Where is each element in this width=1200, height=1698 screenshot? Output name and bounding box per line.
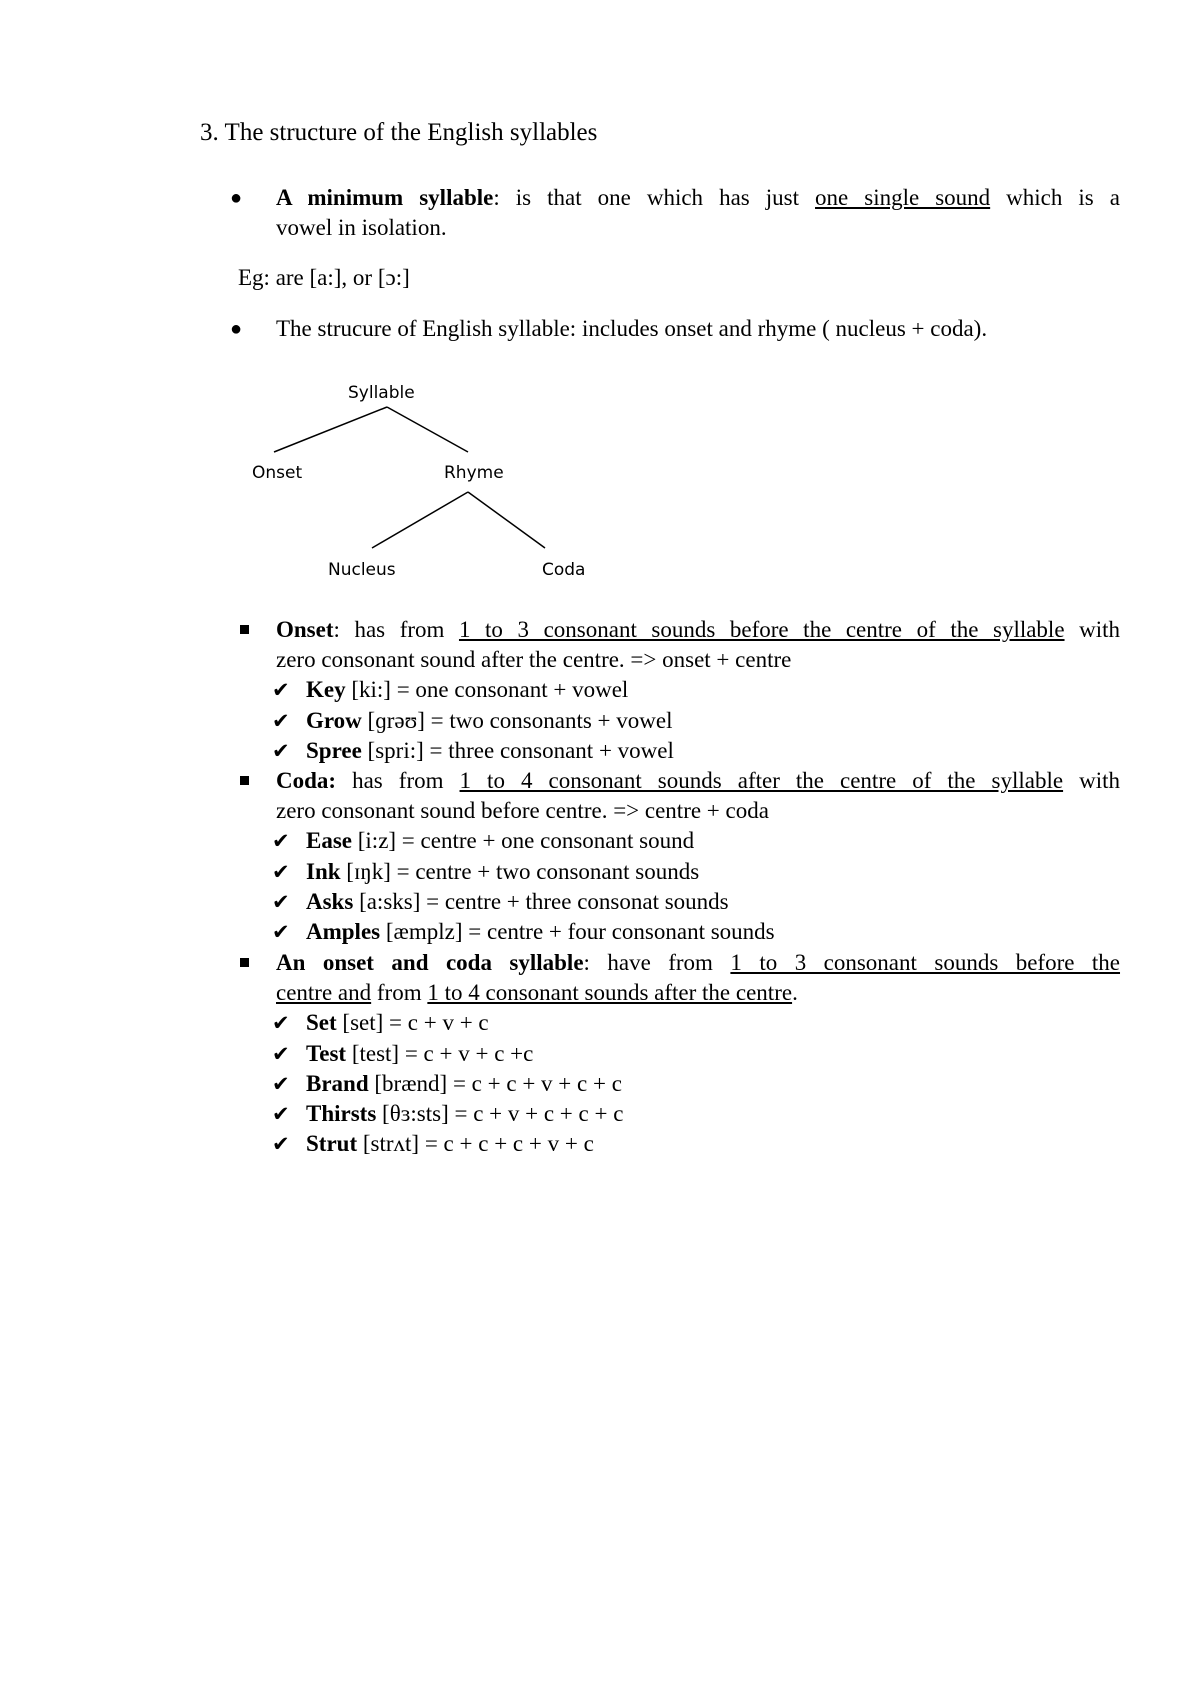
example-text: [ɡrəʊ] = two consonants + vowel: [361, 707, 673, 733]
underlined-phrase: 1 to 4 consonant sounds after the centre of the syllable: [459, 768, 1064, 793]
example-item: [272, 887, 1120, 917]
example-line: Eg: are [a:], or [ɔ:]: [238, 265, 410, 290]
check-icon: ✔: [272, 1132, 290, 1157]
example-word: Grow: [306, 707, 362, 733]
underlined-phrase: 1 to 3 consonant sounds before the: [730, 950, 1121, 975]
bullet-structure: [230, 314, 1120, 344]
term-coda: Coda:: [276, 768, 337, 793]
example-item: [272, 1129, 1120, 1159]
onset-coda-section: [238, 948, 1120, 1159]
term-onset: Onset: [276, 617, 334, 642]
text-span: : has from: [333, 617, 459, 642]
example-item: [272, 706, 1120, 736]
text-span: with: [1063, 768, 1120, 793]
example-word: Thirsts: [306, 1101, 377, 1127]
square-bullet-icon: [240, 958, 249, 967]
check-icon: ✔: [272, 1041, 290, 1066]
term-onset-coda: An onset and coda syllable: [276, 950, 584, 975]
example-item: [272, 1069, 1120, 1099]
example-item: [272, 917, 1120, 947]
tree-node-rhyme: Rhyme: [444, 463, 504, 483]
check-icon: ✔: [272, 678, 290, 703]
text-span: from: [371, 980, 428, 1006]
example-word: Amples: [306, 919, 381, 945]
check-icon: ✔: [272, 708, 290, 733]
check-icon: ✔: [272, 1071, 290, 1096]
section-heading: 3. The structure of the English syllables: [200, 119, 598, 146]
example-text: [a:sks] = centre + three consonat sounds: [353, 888, 729, 914]
example-item: [272, 736, 1120, 766]
square-bullet-icon: [240, 776, 249, 785]
example-word: Set: [306, 1010, 337, 1036]
onset-line-2: zero consonant sound after the centre. => onset + centre: [276, 647, 792, 673]
example-text: [θɜ:sts] = c + v + c + c + c: [376, 1101, 624, 1127]
text-span: with: [1064, 617, 1120, 642]
tree-node-onset: Onset: [252, 463, 303, 483]
tree-node-coda: Coda: [542, 560, 586, 580]
example-item: [272, 1099, 1120, 1129]
syllable-tree-diagram: [240, 380, 620, 590]
coda-section: [238, 766, 1120, 947]
text-span: which is a: [990, 185, 1120, 210]
bullet-text: The strucure of English syllable: includes onset and rhyme ( nucleus + coda).: [276, 316, 988, 341]
example-text: [test] = c + v + c +c: [346, 1040, 534, 1066]
underlined-phrase: 1 to 3 consonant sounds before the centre of the syllable: [458, 617, 1065, 642]
example-item: [272, 857, 1120, 887]
tree-edge-syllable-rhyme: [387, 407, 468, 452]
check-icon: ✔: [272, 920, 290, 945]
onset-line-1: [276, 615, 1120, 645]
underlined-phrase: centre and: [276, 980, 372, 1006]
onset-section: [238, 615, 1120, 766]
square-bullet-icon: [240, 625, 249, 634]
bullet-minimum-syllable: [230, 183, 1120, 243]
tree-edge-syllable-onset: [274, 407, 387, 452]
example-word: Asks: [306, 888, 354, 914]
bullet-dot-icon: ●: [230, 318, 243, 340]
bullet-text: [276, 183, 1120, 243]
check-icon: ✔: [272, 889, 290, 914]
example-word: Ink: [306, 858, 341, 884]
text-span: has from: [336, 768, 460, 793]
check-icon: ✔: [272, 1011, 290, 1036]
tree-edge-rhyme-coda: [468, 492, 545, 548]
tree-node-syllable: Syllable: [348, 383, 415, 403]
example-text: [set] = c + v + c: [336, 1010, 489, 1036]
example-word: Spree: [306, 737, 362, 763]
underlined-phrase: one single sound: [815, 185, 991, 210]
tree-node-nucleus: Nucleus: [328, 560, 396, 580]
onset-examples: [272, 675, 1120, 766]
example-word: Strut: [306, 1131, 358, 1157]
check-icon: ✔: [272, 1102, 290, 1127]
coda-description: [276, 766, 1120, 826]
text-span: .: [792, 980, 798, 1006]
example-item: [272, 826, 1120, 856]
onset-coda-line-1: [276, 948, 1120, 978]
example-text: [spri:] = three consonant + vowel: [361, 737, 674, 763]
example-item: [272, 675, 1120, 705]
example-text: [ki:] = one consonant + vowel: [345, 677, 629, 703]
underlined-phrase: 1 to 4 consonant sounds after the centre: [427, 980, 793, 1006]
example-word: Ease: [306, 828, 352, 854]
onset-coda-line-2: [276, 980, 798, 1005]
example-item: [272, 1039, 1120, 1069]
example-text: [ɪŋk] = centre + two consonant sounds: [340, 858, 700, 884]
example-text: [æmplz] = centre + four consonant sounds: [380, 919, 775, 945]
check-icon: ✔: [272, 829, 290, 854]
bullet-dot-icon: ●: [230, 187, 243, 209]
term-minimum-syllable: A minimum syllable: [276, 185, 494, 210]
example-word: Brand: [306, 1070, 369, 1096]
example-text: [strʌt] = c + c + c + v + c: [357, 1131, 594, 1157]
text-span: : have from: [583, 950, 731, 975]
example-word: Test: [306, 1040, 347, 1066]
bullet-line-1: [276, 183, 1120, 213]
onset-coda-examples: [272, 1008, 1120, 1159]
coda-line-1: [276, 766, 1120, 796]
tree-edge-rhyme-nucleus: [372, 492, 468, 548]
example-word: Key: [306, 677, 346, 703]
example-text: [i:z] = centre + one consonant sound: [352, 828, 695, 854]
onset-coda-description: [276, 948, 1120, 1008]
onset-description: [276, 615, 1120, 675]
bullet-line-2: vowel in isolation.: [276, 215, 447, 240]
example-text: [brænd] = c + c + v + c + c: [368, 1070, 622, 1096]
check-icon: ✔: [272, 859, 290, 884]
text-span: : is that one which has just: [493, 185, 816, 210]
check-icon: ✔: [272, 738, 290, 763]
example-item: [272, 1008, 1120, 1038]
coda-line-2: zero consonant sound before centre. => centre + coda: [276, 798, 769, 824]
coda-examples: [272, 826, 1120, 947]
